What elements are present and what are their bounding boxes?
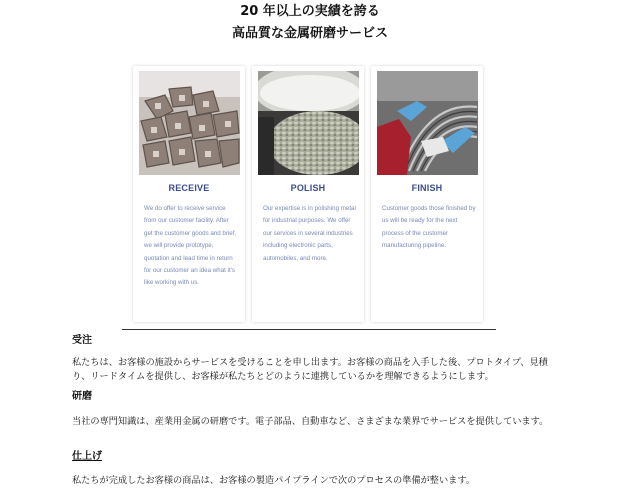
- card-title: RECEIVE: [168, 182, 210, 194]
- page-title-line-2: 高品質な金属研磨サービス: [231, 26, 388, 41]
- card-description: Our expertise is in polishing metal for industrial purposes. We offer our services in several industries including electronic parts, automobiles, and more.: [263, 205, 356, 262]
- card-description: We do offer to receive service from our customer facility. After get the customer goods and brief, we will provide prototype, quotation and lead time in return for our customer an idea what it's like working with us.: [144, 205, 237, 287]
- section-body-polish: 当社の専門知識は、産業用金属の研磨です。電子部品、自動車など、さまざまな業界でサービスを提供しています。: [72, 416, 549, 427]
- stack-of-metal-parts-photo: [139, 71, 240, 175]
- gloved-hands-inspecting-parts-photo: [377, 71, 478, 175]
- section-heading-finish: 仕上げ: [72, 451, 102, 462]
- section-heading-polish: 研磨: [72, 391, 92, 402]
- section-body-finish: 私たちが完成したお客様の商品は、お客様の製造パイプラインで次のプロセスの準備が整います。: [72, 475, 475, 486]
- card-description: Customer goods those finished by us will be ready for the next process of the customer manufacturing pipeline.: [382, 205, 476, 250]
- service-card-finish: [371, 66, 483, 322]
- polishing-media-barrel-photo: [258, 71, 359, 175]
- section-divider: [122, 329, 496, 330]
- service-card-polish: [252, 66, 364, 322]
- section-body-receive: 私たちは、お客様の施設からサービスを受けることを申し出ます。お客様の商品を入手した後、プロトタイプ、見積り、リードタイムを提供し、お客様が私たちとどのように連携しているかを理解できるようにします。: [72, 357, 548, 382]
- page-title-line-1: 20 年以上の実績を誇る: [240, 4, 380, 19]
- service-card-receive: [133, 66, 245, 322]
- card-title: FINISH: [411, 182, 443, 194]
- card-title: POLISH: [290, 182, 326, 194]
- section-heading-receive: 受注: [72, 335, 92, 346]
